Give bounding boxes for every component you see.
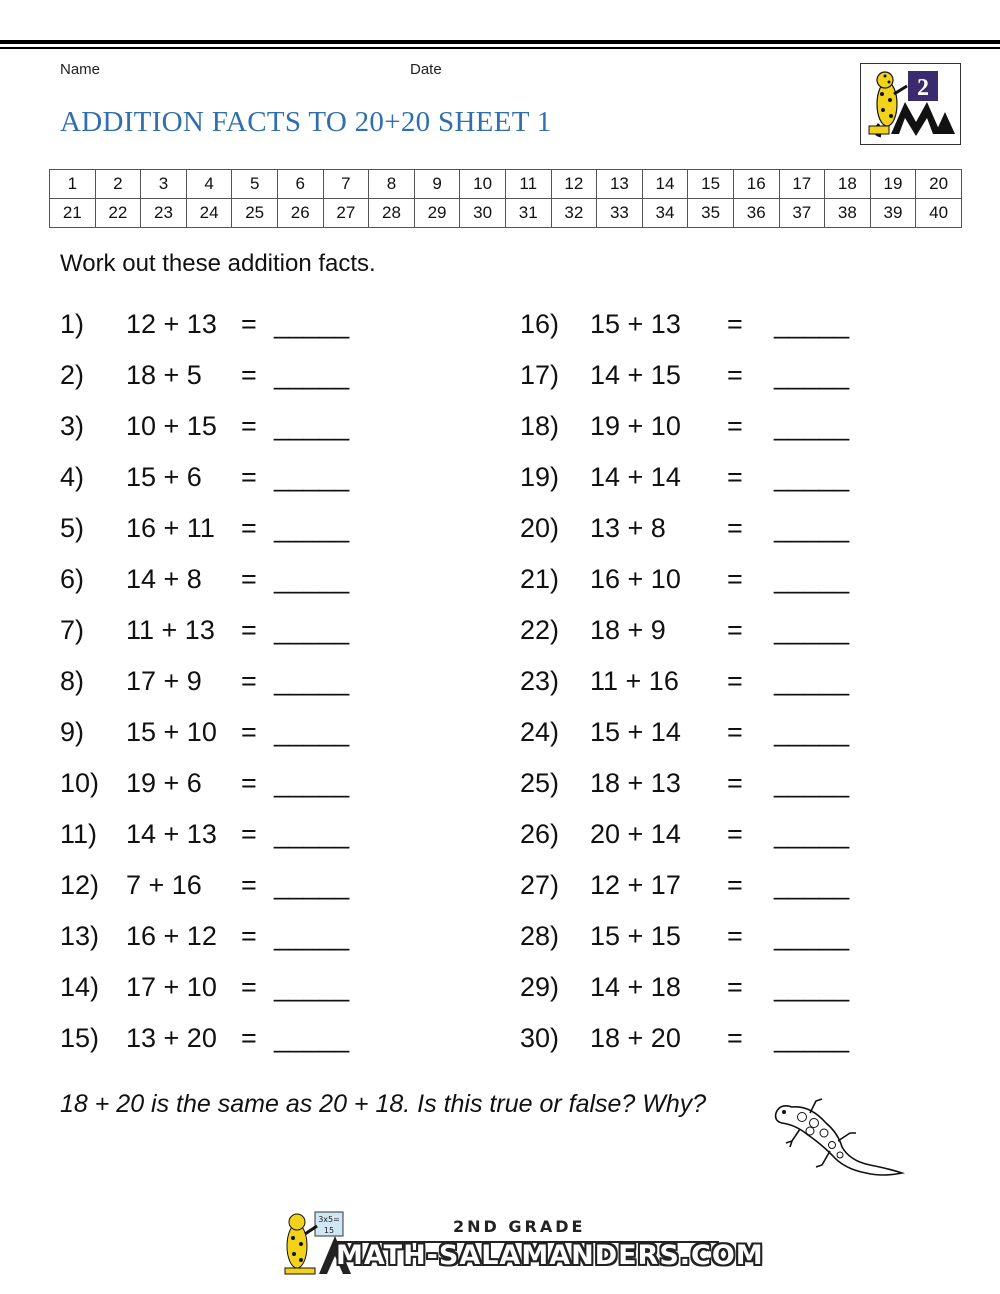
problem-expression: 14 + 14	[590, 462, 681, 492]
number-line-cell: 29	[414, 199, 460, 228]
equals-sign: =	[727, 615, 743, 645]
number-line-cell: 12	[551, 170, 597, 199]
problem-expression: 15 + 13	[590, 309, 681, 339]
number-line-cell: 40	[916, 199, 962, 228]
answer-blank[interactable]: _____	[274, 513, 350, 543]
answer-blank[interactable]: _____	[774, 1023, 850, 1053]
answer-blank[interactable]: _____	[274, 411, 350, 441]
salamander-icon	[770, 1095, 910, 1185]
problem-number: 4)	[60, 462, 85, 492]
equals-sign: =	[241, 309, 257, 339]
equals-sign: =	[241, 360, 257, 390]
problem-expression: 14 + 18	[590, 972, 681, 1002]
answer-blank[interactable]: _____	[774, 615, 850, 645]
equals-sign: =	[241, 462, 257, 492]
equals-sign: =	[241, 615, 257, 645]
problem-expression: 17 + 10	[126, 972, 217, 1002]
equals-sign: =	[727, 768, 743, 798]
equals-sign: =	[241, 717, 257, 747]
problem-number: 3)	[60, 411, 85, 441]
number-line-cell: 16	[733, 170, 779, 199]
number-line-cell: 38	[825, 199, 871, 228]
number-line-cell: 20	[916, 170, 962, 199]
number-line-cell: 6	[277, 170, 323, 199]
number-line-cell: 39	[870, 199, 916, 228]
equals-sign: =	[727, 666, 743, 696]
problem-expression: 15 + 15	[590, 921, 681, 951]
equals-sign: =	[241, 513, 257, 543]
problem-number: 21)	[520, 564, 560, 594]
answer-blank[interactable]: _____	[774, 513, 850, 543]
problem-expression: 16 + 10	[590, 564, 681, 594]
problem-number: 10)	[60, 768, 100, 798]
number-line-cell: 25	[232, 199, 278, 228]
problem-number: 19)	[520, 462, 560, 492]
problem-number: 2)	[60, 360, 85, 390]
number-line-cell: 15	[688, 170, 734, 199]
problem-expression: 10 + 15	[126, 411, 217, 441]
number-line-cell: 7	[323, 170, 369, 199]
number-line-cell: 37	[779, 199, 825, 228]
problem-number: 8)	[60, 666, 85, 696]
problem-number: 16)	[520, 309, 560, 339]
problem-expression: 12 + 13	[126, 309, 217, 339]
answer-blank[interactable]: _____	[774, 921, 850, 951]
equals-sign: =	[241, 411, 257, 441]
answer-blank[interactable]: _____	[774, 819, 850, 849]
number-line-cell: 26	[277, 199, 323, 228]
problem-expression: 18 + 13	[590, 768, 681, 798]
equals-sign: =	[727, 717, 743, 747]
number-line-cell: 5	[232, 170, 278, 199]
problem-expression: 15 + 14	[590, 717, 681, 747]
problem-number: 20)	[520, 513, 560, 543]
number-line-cell: 31	[505, 199, 551, 228]
salamander-illustration	[770, 1095, 910, 1190]
page-title: ADDITION FACTS TO 20+20 SHEET 1	[60, 106, 552, 138]
problem-expression: 15 + 10	[126, 717, 217, 747]
answer-blank[interactable]: _____	[274, 1023, 350, 1053]
number-line-cell: 10	[460, 170, 506, 199]
problem-number: 13)	[60, 921, 100, 951]
problem-number: 30)	[520, 1023, 560, 1053]
equals-sign: =	[241, 972, 257, 1002]
number-line-cell: 11	[505, 170, 551, 199]
number-line-row-2	[50, 199, 962, 228]
problem-number: 11)	[60, 819, 98, 849]
equals-sign: =	[727, 360, 743, 390]
answer-blank[interactable]: _____	[774, 717, 850, 747]
equals-sign: =	[727, 921, 743, 951]
equals-sign: =	[241, 666, 257, 696]
name-label: Name	[60, 61, 101, 78]
problem-number: 6)	[60, 564, 85, 594]
answer-blank[interactable]: _____	[774, 411, 850, 441]
instructions: Work out these addition facts.	[60, 250, 376, 277]
number-line-cell: 21	[50, 199, 96, 228]
board-text-2: 15	[323, 1226, 335, 1235]
equals-sign: =	[241, 1023, 257, 1053]
number-line-cell: 17	[779, 170, 825, 199]
problem-expression: 11 + 13	[126, 615, 215, 645]
equals-sign: =	[727, 309, 743, 339]
salamander-teacher-icon	[861, 64, 959, 143]
board-text-1: 3x5=	[318, 1215, 340, 1224]
problem-number: 26)	[520, 819, 560, 849]
answer-blank[interactable]: _____	[774, 768, 850, 798]
equals-sign: =	[241, 819, 257, 849]
bonus-question: 18 + 20 is the same as 20 + 18. Is this true or false? Why?	[60, 1090, 707, 1118]
problem-expression: 15 + 6	[126, 462, 202, 492]
number-line-cell: 36	[733, 199, 779, 228]
top-rule-thin	[0, 47, 1000, 49]
problem-number: 23)	[520, 666, 560, 696]
number-line-cell: 27	[323, 199, 369, 228]
equals-sign: =	[241, 768, 257, 798]
problem-expression: 16 + 12	[126, 921, 217, 951]
problem-number: 14)	[60, 972, 100, 1002]
problem-number: 7)	[60, 615, 85, 645]
number-line-cell: 23	[141, 199, 187, 228]
footer-grade-text: 2ND GRADE	[453, 1217, 586, 1236]
equals-sign: =	[241, 921, 257, 951]
answer-blank[interactable]: _____	[774, 564, 850, 594]
number-line-row-1	[50, 170, 962, 199]
answer-blank[interactable]: _____	[274, 564, 350, 594]
problem-expression: 18 + 5	[126, 360, 202, 390]
footer-site-link[interactable]: MATH-SALAMANDERS.COM	[336, 1240, 764, 1271]
problem-number: 29)	[520, 972, 560, 1002]
problem-expression: 7 + 16	[126, 870, 202, 900]
equals-sign: =	[241, 564, 257, 594]
problem-number: 25)	[520, 768, 560, 798]
problem-number: 27)	[520, 870, 560, 900]
equals-sign: =	[727, 564, 743, 594]
equals-sign: =	[727, 870, 743, 900]
number-line-cell: 30	[460, 199, 506, 228]
problem-expression: 19 + 10	[590, 411, 681, 441]
number-line-cell: 2	[95, 170, 141, 199]
number-line-cell: 24	[186, 199, 232, 228]
problem-expression: 18 + 9	[590, 615, 666, 645]
number-line-cell: 3	[141, 170, 187, 199]
grade-logo	[860, 63, 961, 145]
number-line-cell: 9	[414, 170, 460, 199]
answer-blank[interactable]: _____	[774, 870, 850, 900]
problem-number: 17)	[520, 360, 560, 390]
problem-expression: 14 + 15	[590, 360, 681, 390]
answer-blank[interactable]: _____	[274, 666, 350, 696]
answer-blank[interactable]: _____	[274, 870, 350, 900]
answer-blank[interactable]: _____	[774, 360, 850, 390]
answer-blank[interactable]: _____	[774, 309, 850, 339]
problem-expression: 12 + 17	[590, 870, 681, 900]
answer-blank[interactable]: _____	[274, 972, 350, 1002]
problem-number: 12)	[60, 870, 100, 900]
problem-number: 5)	[60, 513, 85, 543]
problem-number: 24)	[520, 717, 560, 747]
number-line-cell: 35	[688, 199, 734, 228]
grade-badge-number: 2	[917, 75, 929, 101]
equals-sign: =	[727, 411, 743, 441]
number-line-table	[49, 169, 962, 228]
problem-number: 22)	[520, 615, 560, 645]
number-line-cell: 13	[597, 170, 643, 199]
answer-blank[interactable]: _____	[774, 666, 850, 696]
number-line-cell: 14	[642, 170, 688, 199]
date-label: Date	[410, 61, 442, 78]
equals-sign: =	[727, 462, 743, 492]
equals-sign: =	[727, 972, 743, 1002]
answer-blank[interactable]: _____	[274, 462, 350, 492]
number-line-cell: 33	[597, 199, 643, 228]
answer-blank[interactable]: _____	[774, 462, 850, 492]
problem-number: 28)	[520, 921, 560, 951]
problem-expression: 13 + 8	[590, 513, 666, 543]
answer-blank[interactable]: _____	[274, 921, 350, 951]
answer-blank[interactable]: _____	[274, 309, 350, 339]
problem-expression: 14 + 8	[126, 564, 202, 594]
answer-blank[interactable]: _____	[274, 768, 350, 798]
answer-blank[interactable]: _____	[274, 360, 350, 390]
equals-sign: =	[727, 513, 743, 543]
equals-sign: =	[727, 819, 743, 849]
problem-expression: 14 + 13	[126, 819, 217, 849]
number-line-cell: 22	[95, 199, 141, 228]
problem-number: 15)	[60, 1023, 100, 1053]
number-line-cell: 18	[825, 170, 871, 199]
problem-number: 1)	[60, 309, 85, 339]
answer-blank[interactable]: _____	[274, 819, 350, 849]
problem-expression: 19 + 6	[126, 768, 202, 798]
problem-number: 18)	[520, 411, 560, 441]
problem-expression: 13 + 20	[126, 1023, 217, 1053]
top-rule	[0, 40, 1000, 44]
answer-blank[interactable]: _____	[274, 615, 350, 645]
problem-expression: 11 + 16	[590, 666, 679, 696]
number-line-cell: 8	[369, 170, 415, 199]
number-line-cell: 32	[551, 199, 597, 228]
number-line-cell: 19	[870, 170, 916, 199]
number-line-cell: 1	[50, 170, 96, 199]
problem-expression: 17 + 9	[126, 666, 202, 696]
equals-sign: =	[241, 870, 257, 900]
number-line-cell: 4	[186, 170, 232, 199]
answer-blank[interactable]: _____	[774, 972, 850, 1002]
problem-expression: 18 + 20	[590, 1023, 681, 1053]
problem-number: 9)	[60, 717, 85, 747]
number-line-cell: 34	[642, 199, 688, 228]
number-line-cell: 28	[369, 199, 415, 228]
problem-expression: 16 + 11	[126, 513, 215, 543]
equals-sign: =	[727, 1023, 743, 1053]
problem-expression: 20 + 14	[590, 819, 681, 849]
answer-blank[interactable]: _____	[274, 717, 350, 747]
